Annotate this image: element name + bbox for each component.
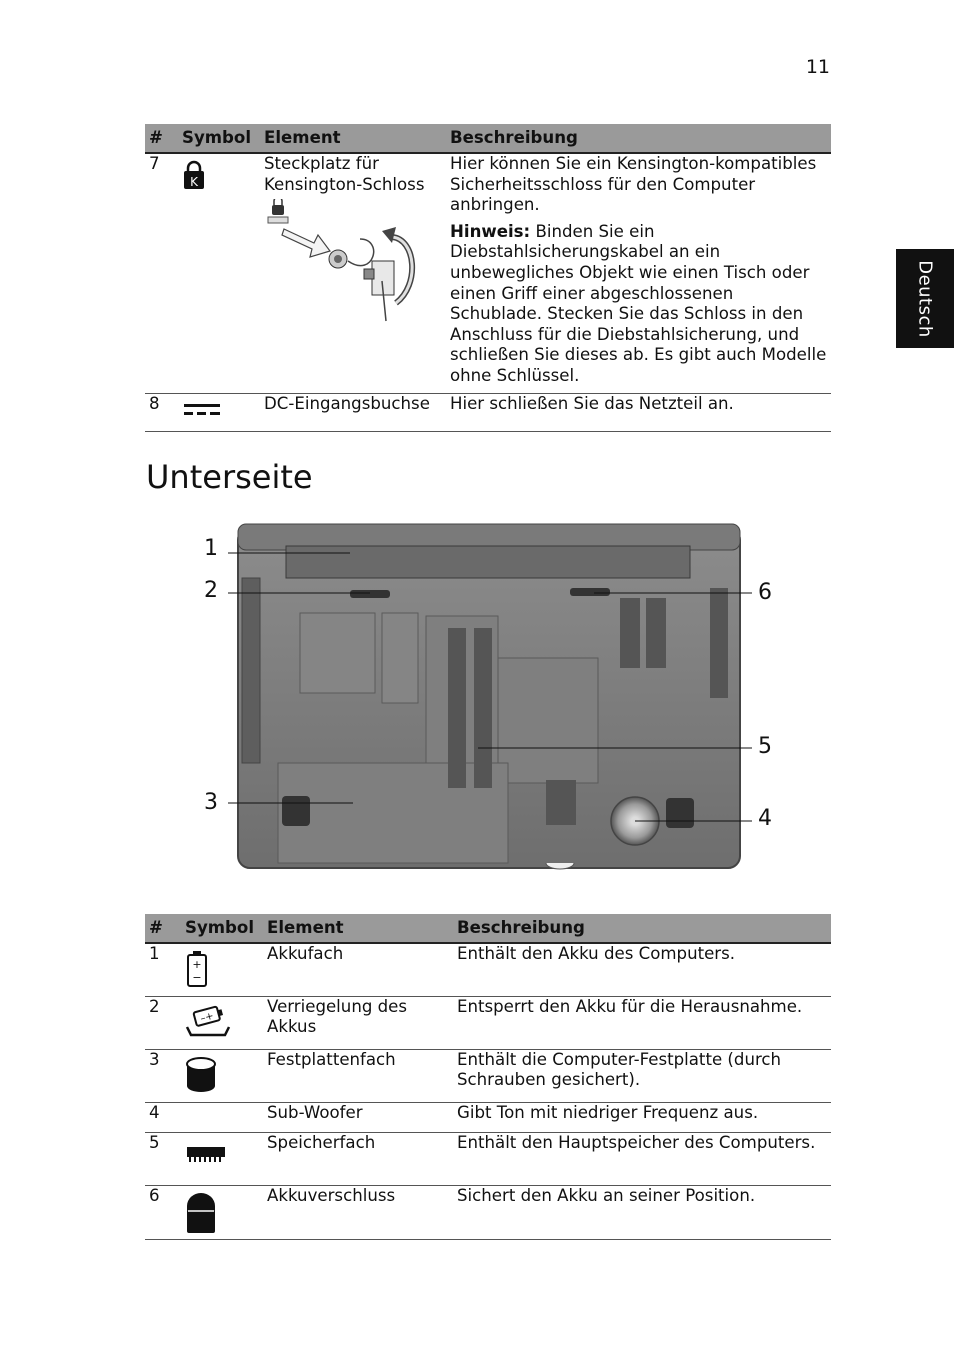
callout-6: 6 <box>758 580 772 605</box>
row-num: 8 <box>145 393 178 431</box>
laptop-bottom-diagram <box>190 518 790 883</box>
header-description: Beschreibung <box>446 124 831 153</box>
row-description: Hier schließen Sie das Netzteil an. <box>446 393 831 431</box>
table-row <box>145 1132 831 1185</box>
row-num: 3 <box>145 1049 181 1102</box>
table-row <box>145 996 831 1049</box>
header-description: Beschreibung <box>453 914 831 943</box>
svg-text:−: − <box>192 971 202 984</box>
header-symbol: Symbol <box>181 914 263 943</box>
row-description: Sichert den Akku an seiner Position. <box>453 1185 831 1240</box>
hint-text: Binden Sie ein Diebstahlsicherungskabel an ein unbewegliches Objekt wie einen Tisch oder einen Griff einer abgeschlossenen Schublade. Stecken Sie das Schloss in den Anschluss für die Diebstahlsicherung, und schließen Sie dieses ab. Es gibt auch Modelle ohne Schlüssel. <box>450 221 827 385</box>
table-row <box>145 1049 831 1102</box>
row-description: Enthält den Hauptspeicher des Computers. <box>453 1132 831 1185</box>
battery-icon <box>185 950 209 988</box>
header-num: # <box>145 124 178 153</box>
callout-4: 4 <box>758 806 772 831</box>
callout-3: 3 <box>204 790 218 815</box>
callout-5: 5 <box>758 734 772 759</box>
row-description: Gibt Ton mit niedriger Frequenz aus. <box>453 1102 831 1132</box>
row-element: Festplattenfach <box>263 1049 453 1102</box>
kensington-lock-illustration <box>264 199 434 329</box>
row-element: Akkuverschluss <box>263 1185 453 1240</box>
header-element: Element <box>260 124 446 153</box>
header-element: Element <box>263 914 453 943</box>
table-row <box>145 1102 831 1132</box>
row-num: 1 <box>145 943 181 996</box>
memory-icon <box>185 1139 227 1165</box>
row-num: 4 <box>145 1102 181 1132</box>
laptop-bottom-illustration <box>190 518 790 883</box>
table-row <box>145 943 831 996</box>
bottom-components-table <box>145 914 831 1240</box>
row-element: Sub-Woofer <box>263 1102 453 1132</box>
row-description: Enthält den Akku des Computers. <box>453 943 831 996</box>
table-row <box>145 1185 831 1240</box>
row-description: Hier können Sie ein Kensington-kompatibles Sicherheitsschloss für den Computer anbringen. <box>450 154 817 215</box>
hint-label: Hinweis: <box>450 221 531 241</box>
row-element: Steckplatz für Kensington-Schloss <box>264 154 425 194</box>
table-header-row <box>145 124 831 153</box>
kensington-lock-icon <box>182 160 206 190</box>
dc-in-icon <box>182 400 222 420</box>
row-num: 6 <box>145 1185 181 1240</box>
row-element: Speicherfach <box>263 1132 453 1185</box>
svg-text:+: + <box>192 958 202 971</box>
callout-2: 2 <box>204 578 218 603</box>
section-title: Unterseite <box>146 458 313 496</box>
callout-1: 1 <box>204 536 218 561</box>
hard-disk-icon <box>185 1056 217 1094</box>
side-tab-label: Deutsch <box>914 259 936 338</box>
ports-table <box>145 124 831 432</box>
table-header-row <box>145 914 831 943</box>
header-num: # <box>145 914 181 943</box>
table-row <box>145 393 831 431</box>
svg-text:–+: –+ <box>199 1010 216 1025</box>
row-num: 5 <box>145 1132 181 1185</box>
battery-release-icon <box>185 1003 231 1039</box>
language-side-tab <box>896 249 954 348</box>
table-row <box>145 153 831 393</box>
row-element: Akkufach <box>263 943 453 996</box>
lock-icon <box>185 1192 217 1234</box>
row-num: 7 <box>145 153 178 393</box>
row-num: 2 <box>145 996 181 1049</box>
svg-text:K: K <box>190 175 198 189</box>
page-number: 11 <box>805 56 830 78</box>
header-symbol: Symbol <box>178 124 260 153</box>
row-element: DC-Eingangsbuchse <box>260 393 446 431</box>
row-description: Enthält die Computer-Festplatte (durch Schrauben gesichert). <box>453 1049 831 1102</box>
row-element: Verriegelung des Akkus <box>263 996 453 1049</box>
hint-paragraph <box>450 222 827 387</box>
row-description: Entsperrt den Akku für die Herausnahme. <box>453 996 831 1049</box>
